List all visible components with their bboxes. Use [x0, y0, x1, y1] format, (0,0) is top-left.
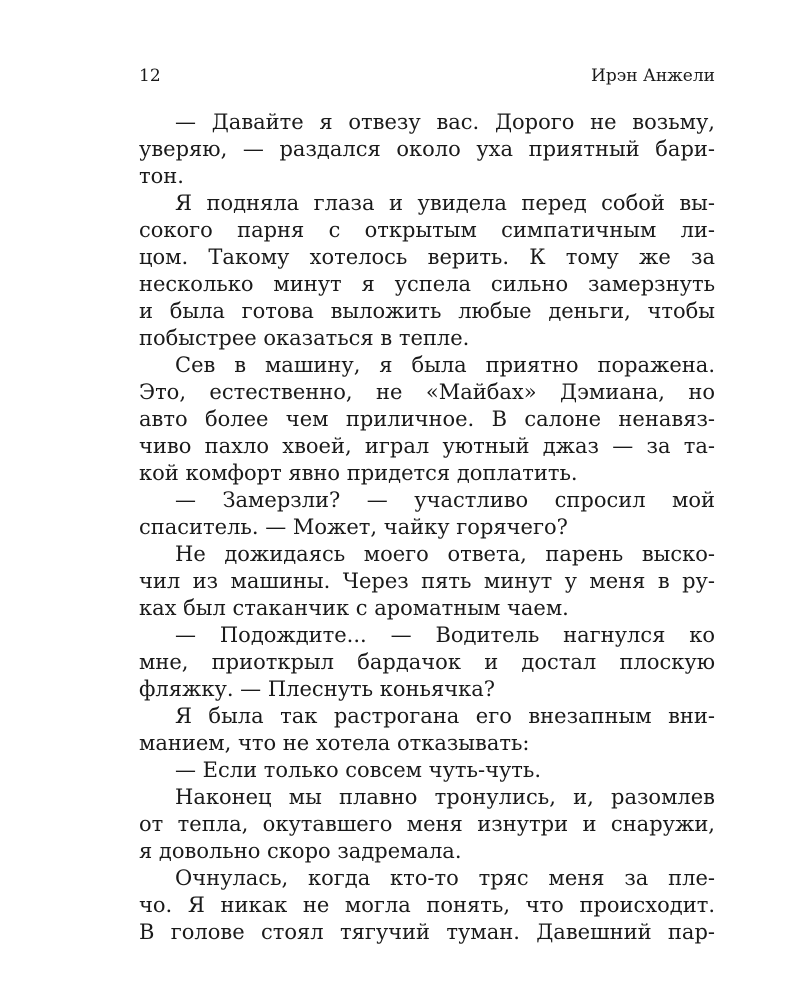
- text-line: от тепла, окутавшего меня изнутри и снаружи,: [139, 812, 715, 836]
- text-line: кой комфорт явно придется доплатить.: [139, 461, 578, 485]
- text-line: и была готова выложить любые деньги, чтобы: [139, 299, 715, 323]
- text-line: Это, естественно, не «Майбах» Дэмиана, но: [139, 380, 715, 404]
- text-line: тон.: [139, 164, 184, 188]
- book-page: [139, 66, 715, 946]
- author-name: Ирэн Анжели: [591, 66, 715, 86]
- text-line: чил из машины. Через пять минут у меня в ру-: [139, 569, 715, 593]
- text-line: авто более чем приличное. В салоне ненавяз-: [139, 407, 715, 431]
- text-line: Я подняла глаза и увидела перед собой вы-: [175, 191, 715, 215]
- text-line: мне, приоткрыл бардачок и достал плоскую: [139, 650, 715, 674]
- text-line: Не дожидаясь моего ответа, парень выско-: [175, 542, 715, 566]
- text-line: манием, что не хотела отказывать:: [139, 731, 530, 755]
- text-line: — Подождите... — Водитель нагнулся ко: [175, 623, 715, 647]
- text-line: сокого парня с открытым симпатичным ли-: [139, 218, 715, 242]
- text-line: Очнулась, когда кто-то тряс меня за пле-: [175, 866, 715, 890]
- text-line: спаситель. — Может, чайку горячего?: [139, 515, 568, 539]
- text-line: Я была так растрогана его внезапным вни-: [175, 704, 715, 728]
- body-text: [139, 109, 715, 946]
- text-line: цом. Такому хотелось верить. К тому же за: [139, 245, 715, 269]
- text-line: Сев в машину, я была приятно поражена.: [175, 353, 715, 377]
- text-line: несколько минут я успела сильно замерзнуть: [139, 272, 715, 296]
- text-line: фляжку. — Плеснуть коньячка?: [139, 677, 496, 701]
- text-line: Наконец мы плавно тронулись, и, разомлев: [175, 785, 715, 809]
- text-line: — Замерзли? — участливо спросил мой: [175, 488, 715, 512]
- text-line: ках был стаканчик с ароматным чаем.: [139, 596, 569, 620]
- text-line: — Если только совсем чуть-чуть.: [175, 758, 542, 782]
- text-line: побыстрее оказаться в тепле.: [139, 326, 470, 350]
- text-line: — Давайте я отвезу вас. Дорого не возьму,: [175, 110, 715, 134]
- text-line: уверяю, — раздался около уха приятный бари-: [139, 137, 715, 161]
- text-line: я довольно скоро задремала.: [139, 839, 462, 863]
- text-line: чо. Я никак не могла понять, что происходит.: [139, 893, 715, 917]
- text-line: В голове стоял тягучий туман. Давешний пар-: [139, 920, 715, 944]
- text-line: чиво пахло хвоей, играл уютный джаз — за та-: [139, 434, 715, 458]
- page-number: 12: [139, 66, 161, 86]
- running-header: [139, 66, 715, 96]
